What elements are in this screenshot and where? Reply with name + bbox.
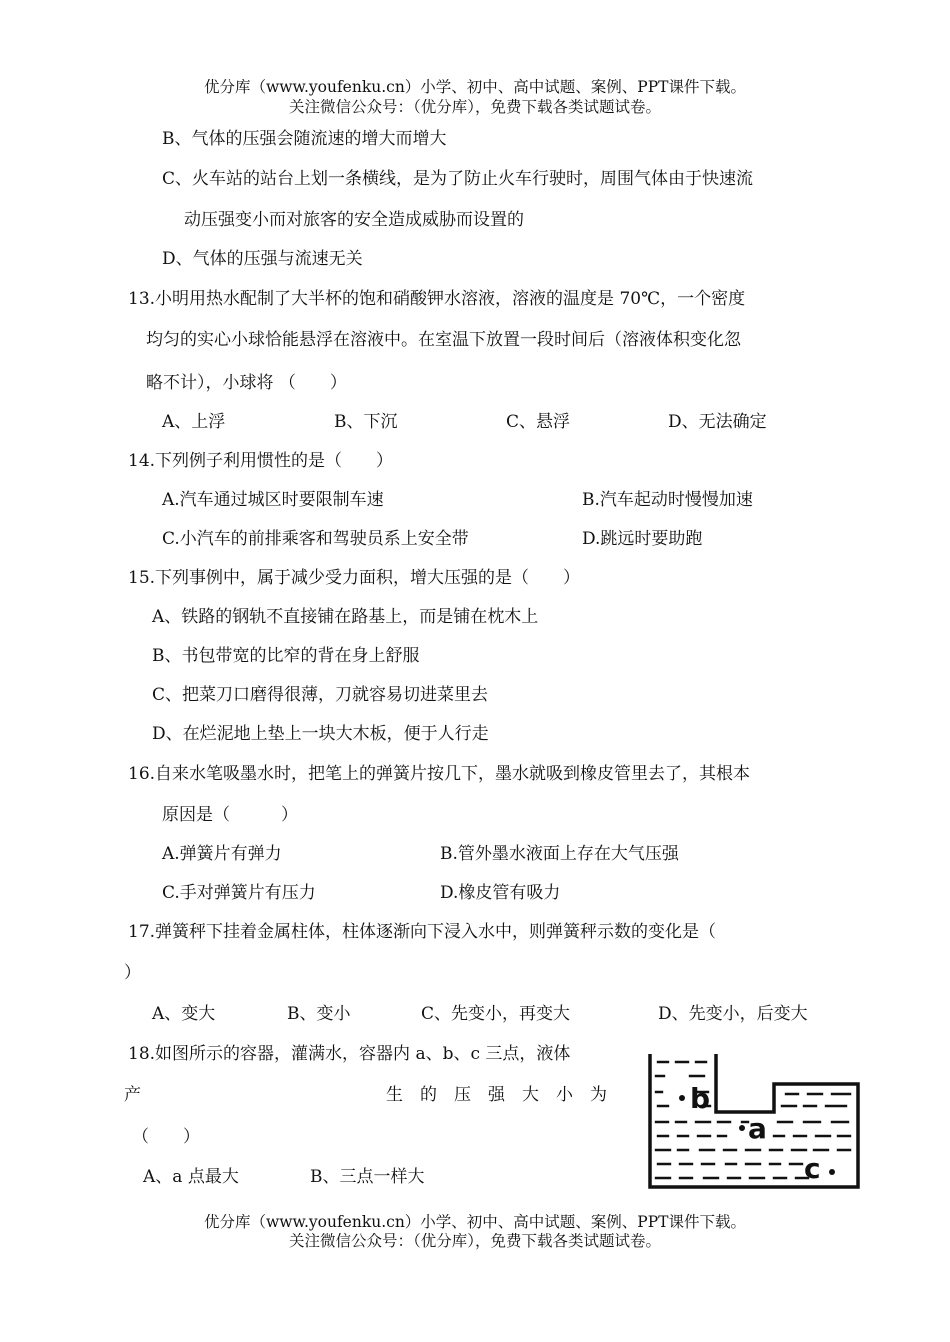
point-b-dot — [679, 1095, 685, 1101]
point-a-label: a — [748, 1112, 767, 1145]
q17-option-d: D、先变小，后变大 — [658, 1004, 808, 1024]
point-a-dot — [739, 1125, 745, 1131]
q12-option-c-line-1: C、火车站的站台上划一条横线，是为了防止火车行驶时，周围气体由于快速流 — [162, 169, 754, 189]
q18-stem-line-2b: 生 的 压 强 大 小 为 — [386, 1085, 607, 1105]
q18-stem-line-2a: 产 — [124, 1085, 141, 1105]
q17-option-a: A、变大 — [152, 1004, 216, 1024]
q16-option-a: A.弹簧片有弹力 — [162, 844, 282, 864]
q14-option-a: A.汽车通过城区时要限制车速 — [162, 490, 384, 510]
q13-stem-line-2: 均匀的实心小球恰能悬浮在溶液中。在室温下放置一段时间后（溶液体积变化忽 — [146, 330, 741, 350]
q17-stem-line-2: ） — [124, 963, 141, 983]
q16-option-d: D.橡皮管有吸力 — [440, 883, 561, 903]
q17-option-b: B、变小 — [287, 1004, 351, 1024]
q13-stem-line-1: 13.小明用热水配制了大半杯的饱和硝酸钾水溶液，溶液的温度是 70℃，一个密度 — [128, 289, 746, 309]
footer-line-2: 关注微信公众号：（优分库），免费下载各类试题试卷。 — [288, 1232, 661, 1250]
container-figure — [646, 1050, 862, 1192]
q13-option-b: B、下沉 — [334, 412, 398, 432]
q14-stem: 14.下列例子利用惯性的是（ ） — [128, 451, 394, 471]
q18-option-a: A、a 点最大 — [143, 1167, 239, 1187]
header-line-2: 关注微信公众号：（优分库），免费下载各类试题试卷。 — [288, 98, 661, 116]
point-b-label: b — [690, 1082, 711, 1115]
q18-stem-line-1: 18.如图所示的容器，灌满水，容器内 a、b、c 三点，液体 — [128, 1044, 571, 1064]
q14-option-b: B.汽车起动时慢慢加速 — [582, 490, 753, 510]
q16-stem-line-1: 16.自来水笔吸墨水时，把笔上的弹簧片按几下，墨水就吸到橡皮管里去了，其根本 — [128, 764, 751, 784]
q15-option-b: B、书包带宽的比窄的背在身上舒服 — [152, 646, 420, 666]
q13-option-d: D、无法确定 — [668, 412, 767, 432]
point-c-label: c — [804, 1152, 821, 1185]
q17-option-c: C、先变小，再变大 — [421, 1004, 571, 1024]
point-c-dot — [829, 1169, 835, 1175]
q15-option-c: C、把菜刀口磨得很薄，刀就容易切进菜里去 — [152, 685, 489, 705]
q15-stem: 15.下列事例中，属于减少受力面积，增大压强的是（ ） — [128, 568, 581, 588]
q16-option-c: C.手对弹簧片有压力 — [162, 883, 316, 903]
q14-option-d: D.跳远时要助跑 — [582, 529, 703, 549]
q16-stem-line-2: 原因是（ ） — [162, 805, 298, 825]
q17-stem-line-1: 17.弹簧秤下挂着金属柱体，柱体逐渐向下浸入水中，则弹簧秤示数的变化是（ — [128, 922, 717, 942]
q14-option-c: C.小汽车的前排乘客和驾驶员系上安全带 — [162, 529, 469, 549]
q16-option-b: B.管外墨水液面上存在大气压强 — [440, 844, 679, 864]
header-line-1: 优分库（www.youfenku.cn）小学、初中、高中试题、案例、PPT课件下载。 — [203, 78, 747, 96]
q18-stem-line-3: （ ） — [132, 1127, 200, 1147]
q15-option-a: A、铁路的钢轨不直接铺在路基上，而是铺在枕木上 — [152, 607, 539, 627]
footer-line-1: 优分库（www.youfenku.cn）小学、初中、高中试题、案例、PPT课件下载。 — [203, 1213, 747, 1231]
q13-stem-line-3: 略不计），小球将 （ ） — [146, 373, 347, 393]
q18-option-b: B、三点一样大 — [310, 1167, 425, 1187]
q12-option-d: D、气体的压强与流速无关 — [162, 249, 363, 269]
q12-option-c-line-2: 动压强变小而对旅客的安全造成威胁而设置的 — [184, 210, 524, 230]
q13-option-a: A、上浮 — [162, 412, 226, 432]
q15-option-d: D、在烂泥地上垫上一块大木板，便于人行走 — [152, 724, 489, 744]
q13-option-c: C、悬浮 — [506, 412, 571, 432]
q12-option-b: B、气体的压强会随流速的增大而增大 — [162, 129, 447, 149]
